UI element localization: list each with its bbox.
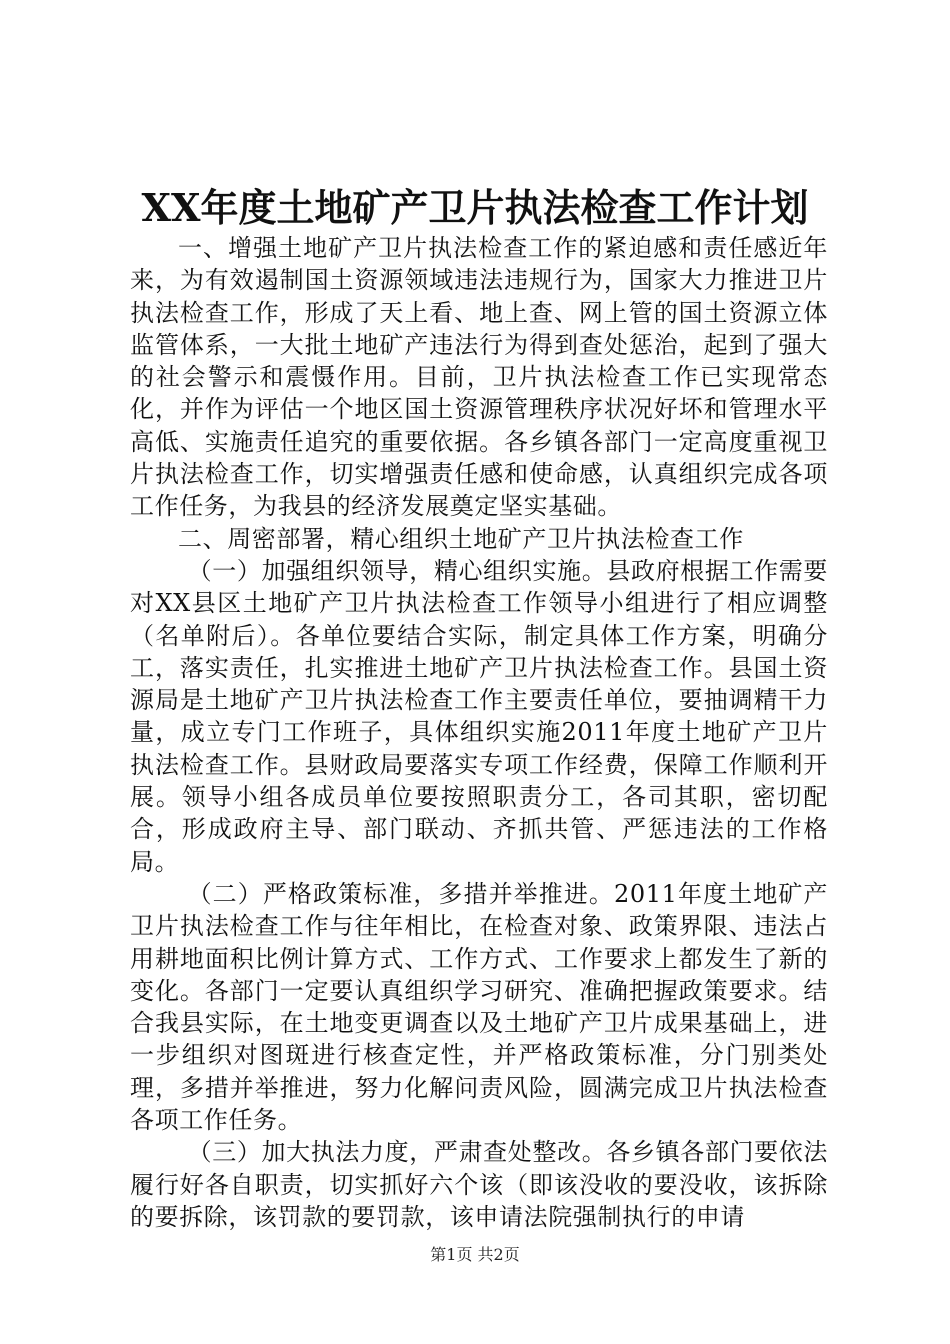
paragraph-subsection-3: （三）加大执法力度，严肃查处整改。各乡镇各部门要依法履行好各自职责，切实抓好六个该（即该没收的要没收，该拆除的要拆除，该罚款的要罚款，该申请法院强制执行的申请 [130, 1138, 828, 1231]
paragraph-section-1: 一、增强土地矿产卫片执法检查工作的紧迫感和责任感近年来，为有效遏制国土资源领域违法违规行为，国家大力推进卫片执法检查工作，形成了天上看、地上查、网上管的国土资源立体监管体系，一大批土地矿产违法行为得到查处惩治，起到了强大的社会警示和震慑作用。目前，卫片执法检查工作已实现常态化，并作为评估一个地区国土资源管理秩序状况好坏和管理水平高低、实施责任追究的重要依据。各乡镇各部门一定高度重视卫片执法检查工作，切实增强责任感和使命感，认真组织完成各项工作任务，为我县的经济发展奠定坚实基础。 [130, 234, 828, 521]
paragraph-section-2-heading: 二、周密部署，精心组织土地矿产卫片执法检查工作 [178, 524, 744, 553]
page-number-footer: 第1页 共2页 [430, 1245, 520, 1264]
paragraph-subsection-1: （一）加强组织领导，精心组织实施。县政府根据工作需要对XX县区土地矿产卫片执法检查工作领导小组进行了相应调整（名单附后）。各单位要结合实际，制定具体工作方案，明确分工，落实责任，扎实推进土地矿产卫片执法检查工作。县国土资源局是土地矿产卫片执法检查工作主要责任单位，要抽调精干力量，成立专门工作班子，具体组织实施2011年度土地矿产卫片执法检查工作。县财政局要落实专项工作经费，保障工作顺利开展。领导小组各成员单位要按照职责分工，各司其职，密切配合，形成政府主导、部门联动、齐抓共管、严惩违法的工作格局。 [130, 556, 828, 876]
document-title: XX年度土地矿产卫片执法检查工作计划 [141, 185, 809, 230]
document-body [130, 232, 828, 1233]
paragraph-subsection-2: （二）严格政策标准，多措并举推进。2011年度土地矿产卫片执法检查工作与往年相比，在检查对象、政策界限、违法占用耕地面积比例计算方式、工作方式、工作要求上都发生了新的变化。各部门一定要认真组织学习研究、准确把握政策要求。结合我县实际，在土地变更调查以及土地矿产卫片成果基础上，进一步组织对图斑进行核查定性，并严格政策标准，分门别类处理，多措并举推进，努力化解问责风险，圆满完成卫片执法检查各项工作任务。 [130, 879, 828, 1135]
